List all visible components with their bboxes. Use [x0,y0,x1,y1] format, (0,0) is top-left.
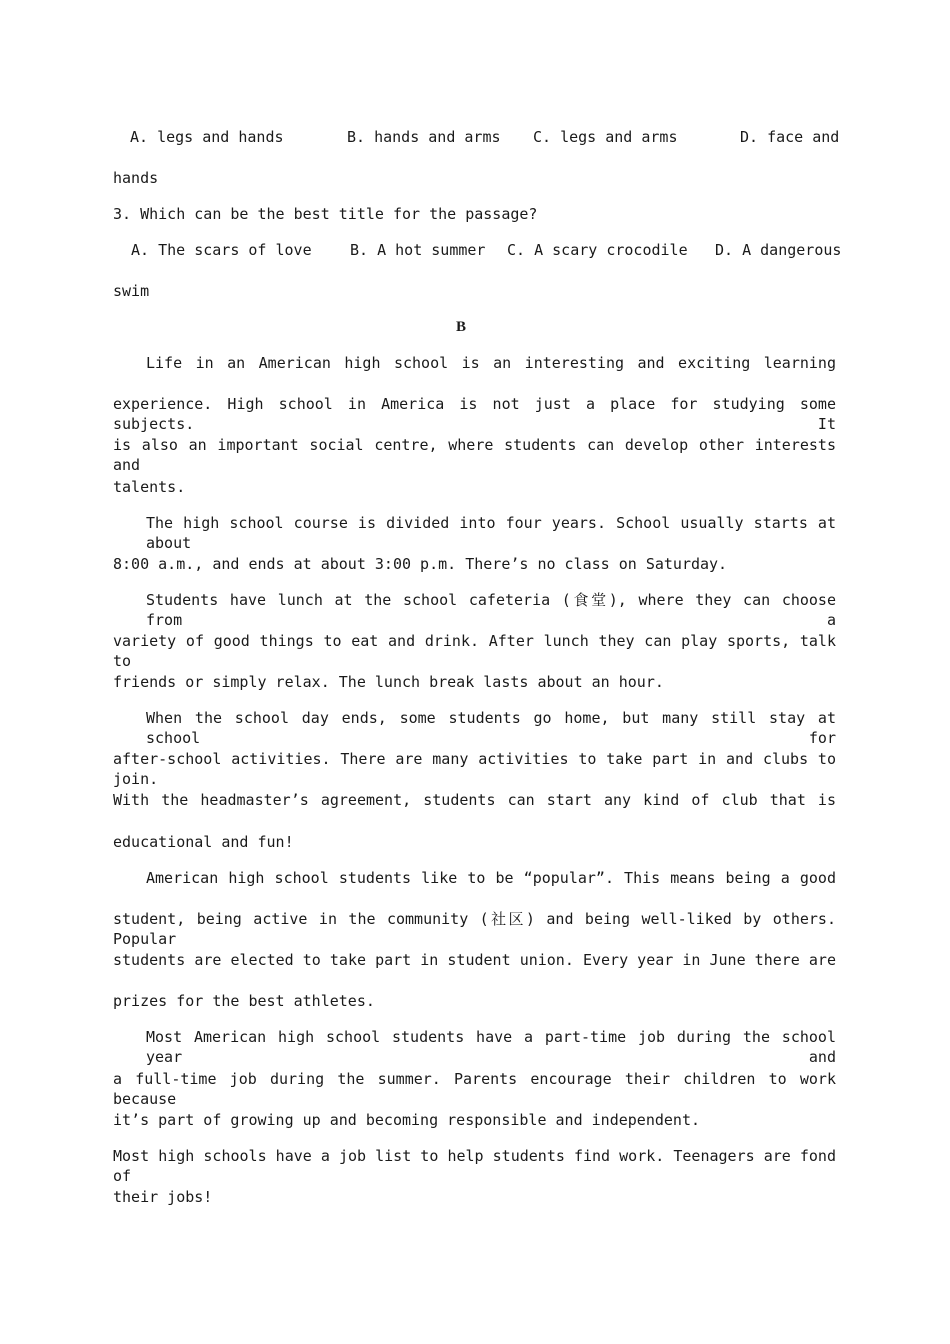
passage-line: Most American high school students have a part-time job during the school year and [146,1028,836,1066]
q3-option-b: B. A hot summer [350,241,486,259]
q2-option-d-wrap: hands [113,169,159,187]
q3-option-d: D. A dangerous [715,241,842,259]
passage-line: their jobs! [113,1188,213,1206]
passage-line: prizes for the best athletes. [113,992,375,1010]
q3-stem: 3. Which can be the best title for the passage? [113,205,538,223]
passage-line: a full-time job during the summer. Parents encourage their children to work because [113,1070,836,1108]
passage-line: is also an important social centre, where students can develop other interests and [113,436,836,474]
passage-line: Students have lunch at the school cafeteria (食堂), where they can choose from a [146,591,836,629]
passage-line: When the school day ends, some students go home, but many still stay at school for [146,709,836,747]
q3-option-d-wrap: swim [113,282,150,300]
q2-options [113,127,840,147]
q3-options [113,240,842,260]
passage-line: Life in an American high school is an interesting and exciting learning [146,354,836,372]
passage-line: With the headmaster’s agreement, students can start any kind of club that is [113,791,836,809]
q3-option-a: A. The scars of love [131,241,312,259]
q2-option-c: C. legs and arms [533,128,678,146]
q2-option-d: D. face and [740,128,840,146]
passage-line: after-school activities. There are many activities to take part in and clubs to join. [113,750,836,788]
q2-option-a: A. legs and hands [130,128,284,146]
q3-option-c: C. A scary crocodile [507,241,688,259]
passage-line: Most high schools have a job list to help students find work. Teenagers are fond of [113,1147,836,1185]
passage-line: it’s part of growing up and becoming responsible and independent. [113,1111,700,1129]
passage-line: students are elected to take part in student union. Every year in June there are [113,951,836,969]
passage-line: American high school students like to be “popular”. This means being a good [146,869,836,887]
passage-line: 8:00 a.m., and ends at about 3:00 p.m. There’s no class on Saturday. [113,555,728,573]
q2-option-b: B. hands and arms [347,128,501,146]
section-b-title: B [455,319,466,335]
passage-line: experience. High school in America is not just a place for studying some subjects. It [113,395,836,433]
passage-line: talents. [113,478,186,496]
passage-line: variety of good things to eat and drink. After lunch they can play sports, talk to [113,632,836,670]
passage-line: friends or simply relax. The lunch break lasts about an hour. [113,673,664,691]
passage-line: educational and fun! [113,833,294,851]
passage-line: The high school course is divided into four years. School usually starts at about [146,514,836,552]
passage-line: student, being active in the community (社区) and being well-liked by others. Popular [113,910,836,948]
